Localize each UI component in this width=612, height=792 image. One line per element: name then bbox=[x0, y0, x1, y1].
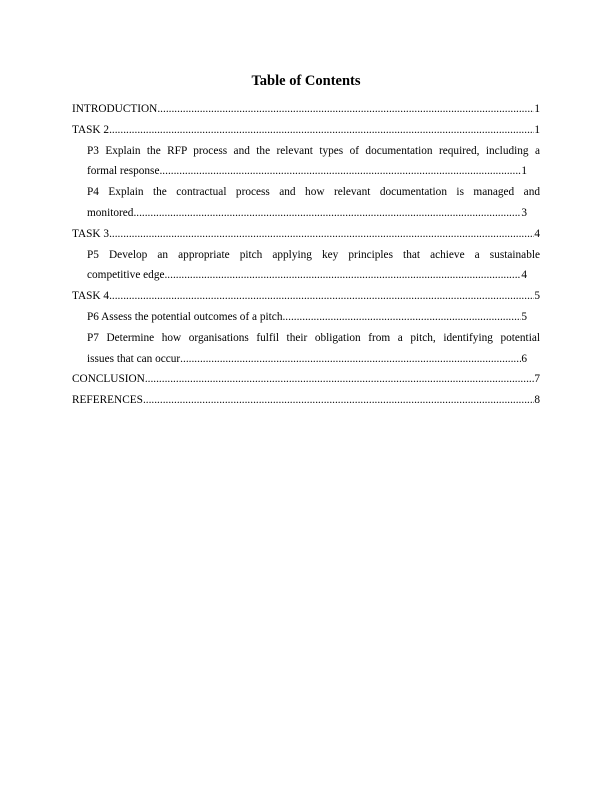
toc-entry-p7[interactable] bbox=[72, 328, 540, 370]
toc-page-number: 5 bbox=[534, 290, 540, 303]
dot-leader bbox=[164, 265, 521, 286]
dot-leader bbox=[157, 99, 534, 120]
toc-title: Table of Contents bbox=[251, 73, 361, 89]
toc-entry-label-line-2: monitored bbox=[87, 206, 134, 219]
toc-entry-p5[interactable] bbox=[72, 245, 540, 287]
dot-leader bbox=[143, 390, 534, 411]
toc-entry-task-2[interactable] bbox=[72, 120, 540, 141]
toc-entry-label-line-2: competitive edge bbox=[87, 269, 165, 282]
toc-entry-label: REFERENCES bbox=[72, 394, 143, 407]
toc-entry-label: TASK 4 bbox=[72, 290, 110, 303]
dot-leader bbox=[109, 224, 534, 245]
toc-entry-label-line-2: issues that can occur bbox=[87, 352, 181, 365]
dot-leader bbox=[145, 369, 535, 390]
toc-entry-label-line-1: P7 Determine how organisations fulfil their obligation from a pitch, identifying potential bbox=[87, 331, 540, 344]
toc-entry-label: CONCLUSION bbox=[72, 373, 145, 386]
dot-leader bbox=[133, 203, 521, 224]
toc-page-number: 5 bbox=[521, 310, 527, 323]
toc-entry-introduction[interactable] bbox=[72, 99, 540, 120]
toc-page-number: 6 bbox=[521, 352, 527, 365]
toc-entry-label: TASK 3 bbox=[72, 227, 110, 240]
dot-leader bbox=[109, 286, 534, 307]
toc-entry-label-line-2: formal response bbox=[87, 165, 160, 178]
toc-page-number: 4 bbox=[534, 227, 540, 240]
toc-entry-conclusion[interactable] bbox=[72, 369, 540, 390]
toc-entry-p6[interactable] bbox=[72, 307, 540, 328]
toc-entry-task-3[interactable] bbox=[72, 224, 540, 245]
dot-leader bbox=[109, 120, 534, 141]
toc-entry-label-line-1: P4 Explain the contractual process and how relevant documentation is managed and bbox=[87, 186, 540, 199]
toc-entry-label: INTRODUCTION bbox=[72, 103, 158, 115]
toc-entry-label: P6 Assess the potential outcomes of a pitch bbox=[87, 310, 283, 323]
dot-leader bbox=[159, 161, 521, 182]
toc-page-number: 1 bbox=[534, 103, 540, 115]
table-of-contents bbox=[72, 99, 540, 411]
toc-page-number: 7 bbox=[534, 373, 540, 386]
toc-entry-label-line-1: P5 Develop an appropriate pitch applying key principles that achieve a sustainable bbox=[87, 248, 540, 261]
toc-entry-label: TASK 2 bbox=[72, 123, 110, 136]
toc-page-number: 4 bbox=[521, 269, 527, 282]
toc-entry-task-4[interactable] bbox=[72, 286, 540, 307]
toc-entry-p3[interactable] bbox=[72, 141, 540, 183]
toc-page-number: 1 bbox=[521, 165, 527, 178]
toc-page-number: 8 bbox=[534, 394, 540, 407]
toc-entry-label-line-1: P3 Explain the RFP process and the relevant types of documentation required, including a bbox=[87, 144, 540, 157]
toc-entry-references[interactable] bbox=[72, 390, 540, 411]
dot-leader bbox=[180, 349, 521, 370]
toc-page-number: 3 bbox=[521, 206, 527, 219]
toc-entry-p4[interactable] bbox=[72, 182, 540, 224]
toc-page-number: 1 bbox=[534, 123, 540, 136]
dot-leader bbox=[282, 307, 521, 328]
